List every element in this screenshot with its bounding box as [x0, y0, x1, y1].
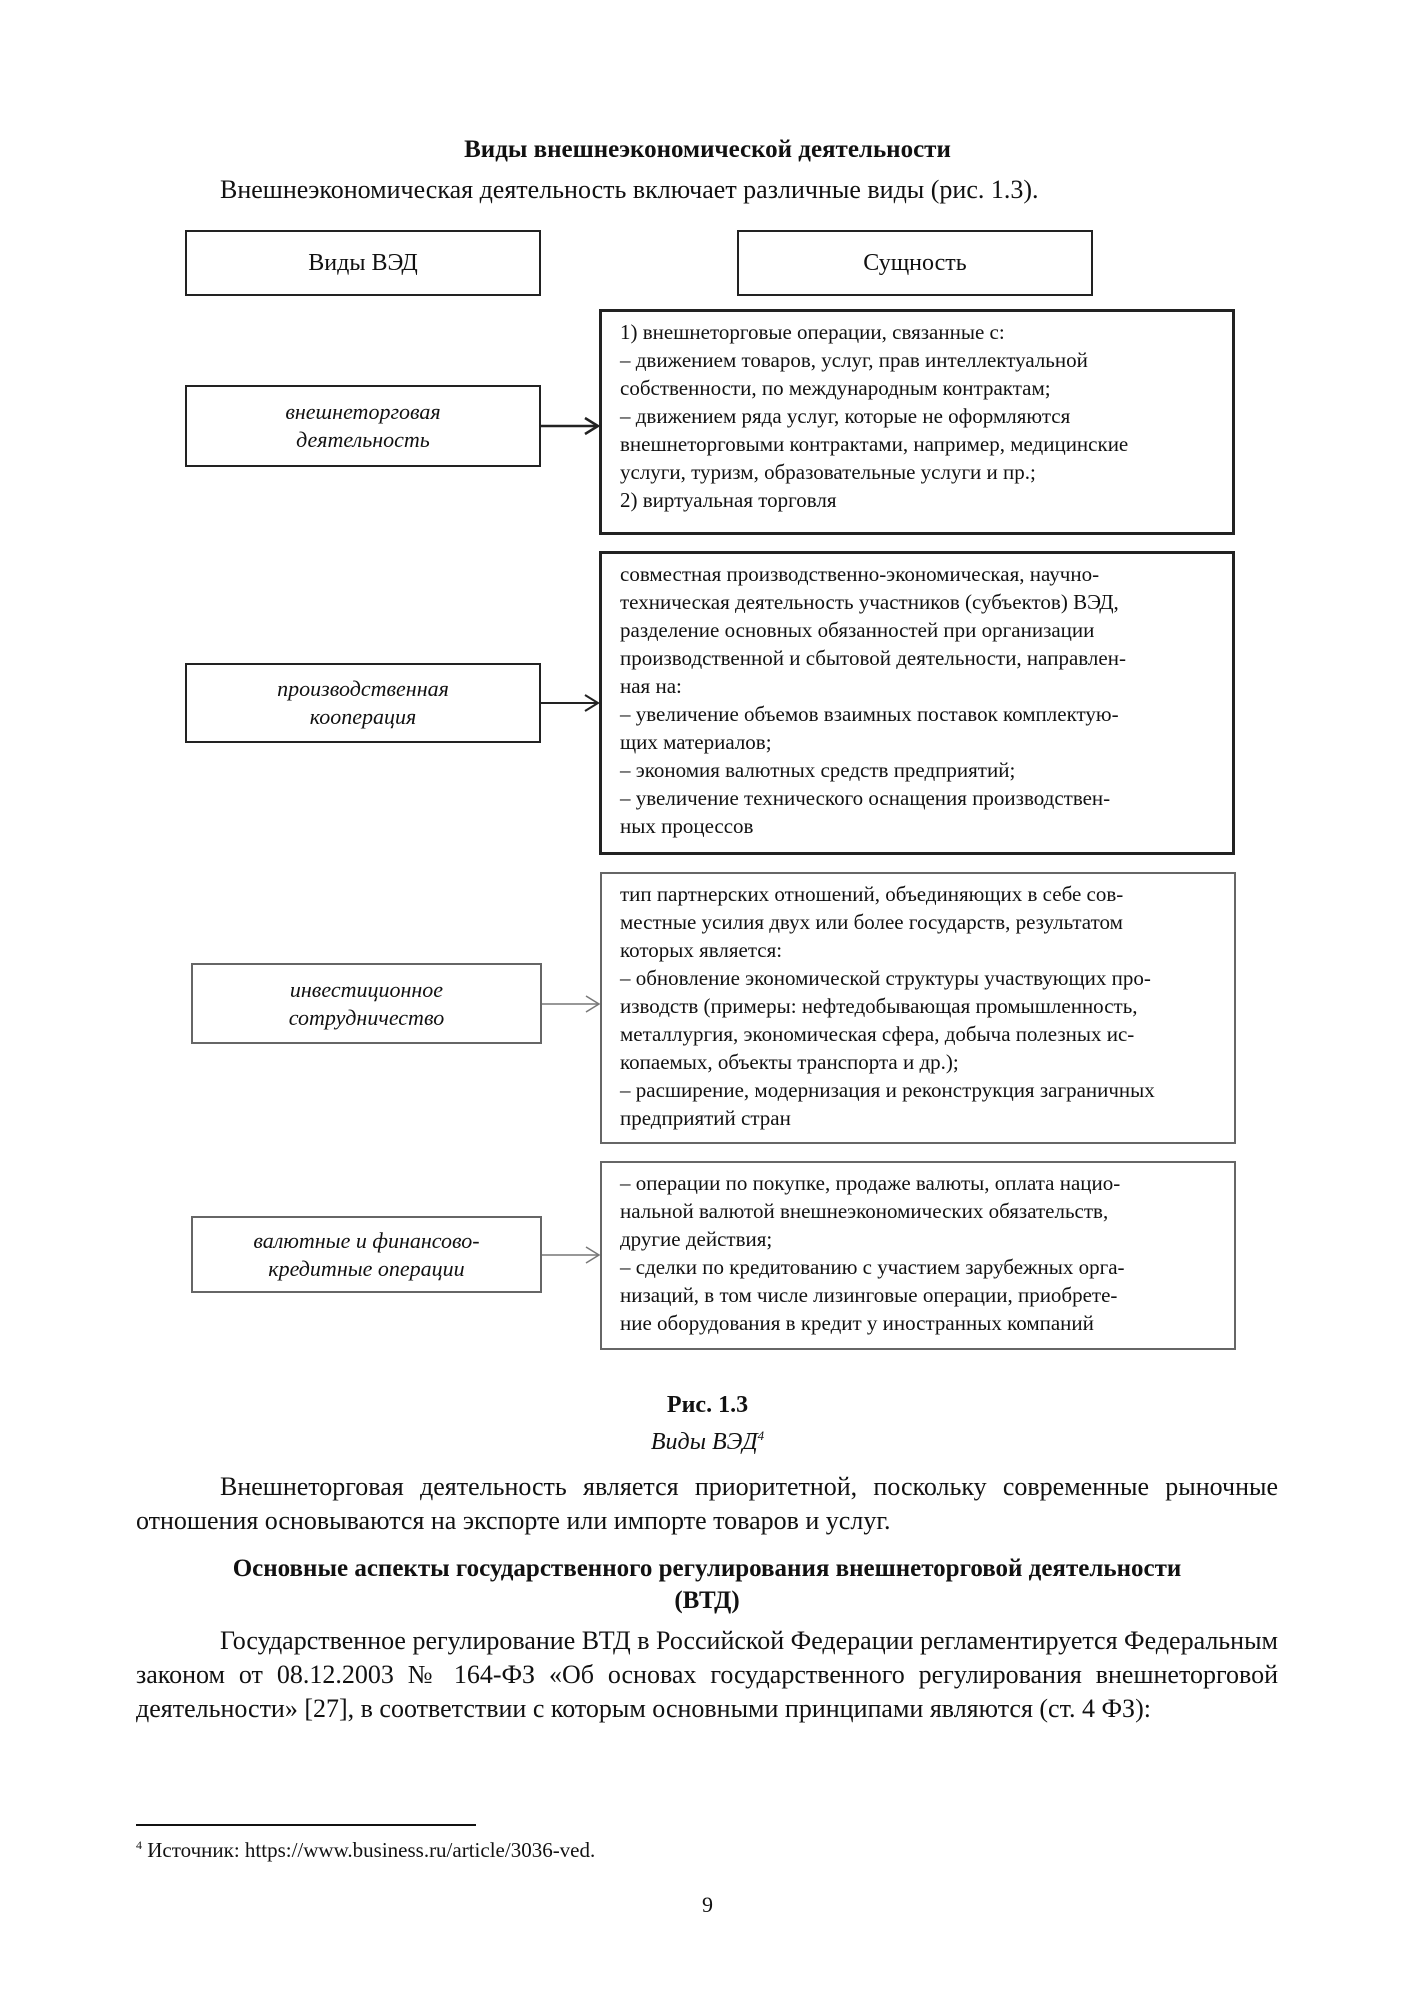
type-label-line: кредитные операции	[268, 1255, 465, 1281]
footnote-number: 4	[136, 1838, 142, 1852]
type-label-line: валютные и финансово-	[253, 1227, 480, 1253]
arrow-icon	[541, 416, 601, 436]
arrow-icon	[542, 1245, 602, 1265]
description-box-currency-finance	[600, 1161, 1236, 1350]
type-label-line: деятельность	[296, 427, 430, 452]
section-title: Виды внешнеэкономической деятельности	[464, 136, 951, 163]
intro-text: Внешнеэкономическая деятельность включает различные виды (рис. 1.3).	[220, 175, 1039, 204]
type-label-line: производственная	[277, 676, 449, 701]
description-line: предприятий стран	[620, 1106, 791, 1130]
description-line: – увеличение технического оснащения производствен-	[620, 786, 1111, 810]
description-line: ние оборудования в кредит у иностранных компаний	[620, 1311, 1094, 1335]
description-line: щих материалов;	[620, 730, 772, 754]
section2-title-line: Основные аспекты государственного регулирования внешнеторговой деятельности	[232, 1555, 1182, 1582]
figure-caption-text: Виды ВЭД	[650, 1429, 758, 1455]
description-box-production-cooperation	[599, 551, 1235, 855]
description-line: нальной валютой внешнеэкономических обязательств,	[620, 1199, 1109, 1223]
arrow-icon	[541, 693, 601, 713]
page-number: 9	[702, 1892, 713, 1917]
paragraph-priority: Внешнеторговая деятельность является приоритетной, поскольку современные рыночные отношения основываются на экспорте или импорте товаров и услуг.	[136, 1472, 1278, 1535]
figure-caption	[0, 1428, 1415, 1456]
description-line: – расширение, модернизация и реконструкция заграничных	[620, 1078, 1155, 1102]
description-line: производственной и сбытовой деятельности, направлен-	[620, 646, 1126, 670]
description-line: местные усилия двух или более государств, результатом	[620, 910, 1123, 934]
paragraph-regulation: Государственное регулирование ВТД в Российской Федерации регламентируется Федеральным законом от 08.12.2003 № 164-ФЗ «Об основах государственного регулирования внешнеторговой деятельности» [27], в соответствии с которым основными принципами являются (ст. 4 ФЗ):	[136, 1626, 1279, 1723]
description-line: ных процессов	[620, 814, 754, 838]
description-line: – обновление экономической структуры участвующих про-	[620, 966, 1151, 990]
description-line: низаций, в том числе лизинговые операции, приобрете-	[620, 1283, 1118, 1307]
description-line: внешнеторговыми контрактами, например, медицинские	[620, 432, 1129, 456]
footnote-ref: 4	[757, 1428, 765, 1443]
arrow-icon	[542, 994, 602, 1014]
type-box-currency-finance	[191, 1216, 542, 1293]
description-line: 2) виртуальная торговля	[620, 488, 837, 512]
description-line: ная на:	[620, 674, 682, 698]
type-label-line: кооперация	[309, 704, 417, 729]
type-label-line: сотрудничество	[288, 1004, 445, 1030]
header-right-label: Сущность	[863, 249, 967, 276]
description-line: – движением товаров, услуг, прав интеллектуальной	[620, 348, 1088, 372]
type-box-production-cooperation	[185, 663, 541, 743]
description-box-investment-cooperation	[600, 872, 1236, 1144]
type-label-line: инвестиционное	[289, 976, 444, 1002]
description-line: другие действия;	[620, 1227, 773, 1251]
footnote	[136, 1838, 595, 1863]
header-right-box	[737, 230, 1093, 296]
description-line: изводств (примеры: нефтедобывающая промышленность,	[620, 994, 1138, 1018]
description-line: металлургия, экономическая сфера, добыча полезных ис-	[620, 1022, 1135, 1046]
footnote-text: Источник: https://www.business.ru/article/3036-ved.	[147, 1838, 596, 1862]
footnote-divider	[136, 1824, 476, 1826]
description-box-foreign-trade	[599, 309, 1235, 535]
type-box-investment-cooperation	[191, 963, 542, 1044]
description-line: которых является:	[620, 938, 783, 962]
description-line: разделение основных обязанностей при организации	[620, 618, 1095, 642]
description-line: совместная производственно-экономическая, научно-	[620, 562, 1100, 586]
section2-title-line: (ВТД)	[674, 1587, 740, 1614]
header-left-label: Виды ВЭД	[308, 249, 418, 276]
header-left-box	[185, 230, 541, 296]
description-line: – движением ряда услуг, которые не оформляются	[620, 404, 1071, 428]
description-line: – экономия валютных средств предприятий;	[620, 758, 1016, 782]
figure-number: Рис. 1.3	[666, 1392, 749, 1418]
description-line: собственности, по международным контрактам;	[620, 376, 1051, 400]
description-line: тип партнерских отношений, объединяющих в себе сов-	[620, 882, 1124, 906]
description-line: – увеличение объемов взаимных поставок комплектую-	[620, 702, 1119, 726]
section2-title	[136, 1553, 1278, 1617]
description-line: – сделки по кредитованию с участием зарубежных орга-	[620, 1255, 1125, 1279]
description-line: услуги, туризм, образовательные услуги и пр.;	[620, 460, 1036, 484]
description-line: техническая деятельность участников (субъектов) ВЭД,	[620, 590, 1119, 614]
description-line: 1) внешнеторговые операции, связанные с:	[620, 320, 1005, 344]
type-box-foreign-trade	[185, 385, 541, 467]
type-label-line: внешнеторговая	[285, 399, 441, 424]
description-line: – операции по покупке, продаже валюты, оплата нацио-	[620, 1171, 1121, 1195]
description-line: копаемых, объекты транспорта и др.);	[620, 1050, 959, 1074]
